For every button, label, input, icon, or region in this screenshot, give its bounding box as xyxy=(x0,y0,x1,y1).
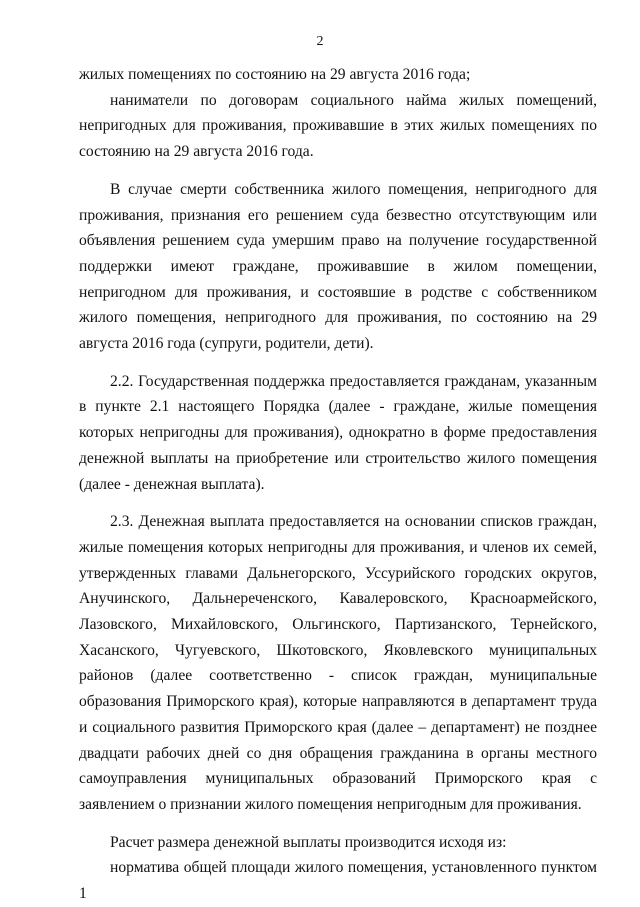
paragraph-tenants: наниматели по договорам социального найма жилых помещений, непригодных для проживания, проживавшие в этих жилых помещениях по состоянию на 29 августа 2016 года. xyxy=(79,91,597,161)
paragraph-area-norm: норматива общей площади жилого помещения, установленного пунктом 1 xyxy=(79,859,597,903)
paragraph-continuation: жилых помещениях по состоянию на 29 августа 2016 года; xyxy=(79,66,471,83)
paragraph-clause-2-3: 2.3. Денежная выплата предоставляется на основании списков граждан, жилые помещения которых непригодны для проживания, и членов их семей, утвержденных главами Дальнегорского, Уссурийского городских округов, Анучинского, Дальнереченского, Кавалеровского, Красноармейского, Лазовского, Михайловского, Ольгинского, Партизанского, Тернейского, Хасанского, Чугуевского, Шкотовского, Яковлевского муниципальных районов (далее соответственно - список граждан, муниципальные образования Приморского края), которые направляются в департамент труда и социального развития Приморского края (далее – департамент) не позднее двадцати рабочих дней со дня обращения гражданина в органы местного самоуправления муниципальных образований Приморского края с заявлением о признании жилого помещения непригодным для проживания. xyxy=(79,513,597,813)
page-number: 2 xyxy=(316,34,324,49)
paragraph-death-of-owner: В случае смерти собственника жилого помещения, непригодного для проживания, признания его решением суда безвестно отсутствующим или объявления решением суда умершим право на получение государственной поддержки имеют граждане, проживавшие в жилом помещении, непригодном для проживания, и состоявшие в родстве с собственником жилого помещения, непригодного для проживания, по состоянию на 29 августа 2016 года (супруги, родители, дети). xyxy=(79,180,597,353)
document-body xyxy=(79,62,597,907)
paragraph-calculation-basis: Расчет размера денежной выплаты производится исходя из: xyxy=(110,833,507,851)
paragraph-clause-2-2: 2.2. Государственная поддержка предоставляется гражданам, указанным в пункте 2.1 настоящего Порядка (далее - граждане, жилые помещения которых непригодны для проживания), однократно в форме предоставления денежной выплаты на приобретение или строительство жилого помещения (далее - денежная выплата). xyxy=(79,372,597,493)
